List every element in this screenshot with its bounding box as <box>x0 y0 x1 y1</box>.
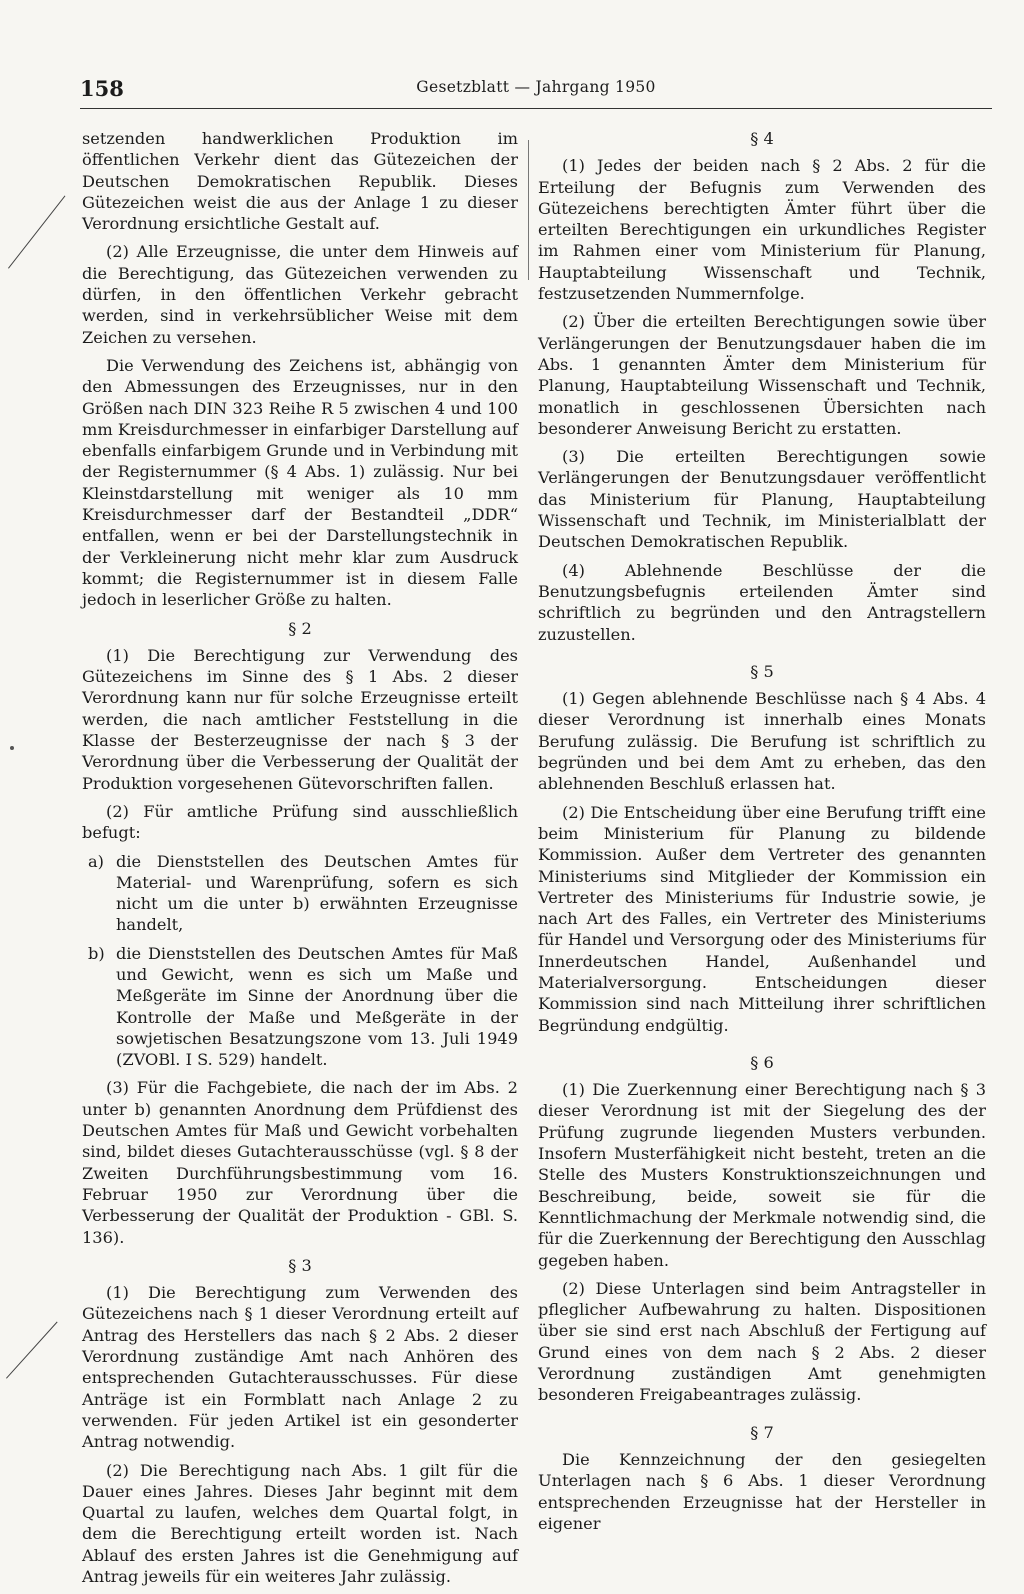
paragraph: (1) Gegen ablehnende Beschlüsse nach § 4 Abs. 4 dieser Verordnung ist innerhalb eines Monats Berufung zulässig. Die Berufung ist schriftlich zu begründen und bei dem Amt zu erheben, das den ablehnenden Beschluß erlassen hat. <box>538 689 986 794</box>
paragraph: (4) Ablehnende Beschlüsse der die Benutzungsbefugnis erteilenden Ämter sind schriftlich zu begründen und den Antragstellern zuzustellen. <box>538 560 986 644</box>
paragraph: Die Kennzeichnung der den gesiegelten Unterlagen nach § 6 Abs. 1 dieser Verordnung entsprechenden Erzeugnisse hat der Hersteller in eigener <box>538 1449 986 1533</box>
paragraph: setzenden handwerklichen Produktion im öffentlichen Verkehr dient das Gütezeichen der Deutschen Demokratischen Republik. Dieses Gütezeichen weist die aus der Anlage 1 zu dieser Verordnung ersichtliche Gestalt auf. <box>82 129 518 234</box>
paragraph: (2) Die Entscheidung über eine Berufung trifft eine beim Ministerium für Planung zu bildende Kommission. Außer dem Vertreter des genannten Ministeriums sind Mitglieder der Kommission ein Vertreter des Ministeriums für Industrie sowie, je nach Art des Falles, ein Vertreter des Ministeriums für Handel und Versorgung oder des Ministeriums für Innerdeutschen Handel, Außenhandel und Materialversorgung. Entscheidungen dieser Kommission sind nach Mitteilung ihrer schriftlichen Begründung endgültig. <box>538 802 986 1035</box>
section-heading-4: § 4 <box>750 129 774 148</box>
margin-dot <box>10 746 14 750</box>
running-title: Gesetzblatt — Jahrgang 1950 <box>416 78 656 96</box>
section-heading-7: § 7 <box>750 1422 774 1442</box>
page-number: 158 <box>80 76 124 101</box>
list-item <box>82 851 518 936</box>
left-column <box>82 128 518 1594</box>
paragraph: (2) Für amtliche Prüfung sind ausschließlich befugt: <box>82 801 518 843</box>
list-marker: b) <box>88 943 105 963</box>
section-heading-3: § 3 <box>288 1255 312 1275</box>
list-item <box>82 943 518 1071</box>
paragraph: (2) Über die erteilten Berechtigungen sowie über Verlängerungen der Benutzungsdauer haben die im Abs. 1 genannten Ämter dem Ministerium für Planung, Hauptabteilung Wissenschaft und Technik, monatlich in geschlossenen Übersichten nach besonderer Anweisung Bericht zu erstatten. <box>538 312 986 438</box>
list-text: die Dienststellen des Deutschen Amtes für Maß und Gewicht, wenn es sich um Maße und Meßgeräte im Sinne der Anordnung über die Kontrolle der Maße und Meßgeräte in der sowjetischen Besatzungszone vom 13. Juli 1949 (ZVOBl. I S. 529) handelt. <box>116 943 518 1070</box>
column-rule <box>528 140 529 280</box>
page-header <box>80 74 992 109</box>
paragraph: (2) Diese Unterlagen sind beim Antragsteller in pfleglicher Aufbewahrung zu halten. Dispositionen über sie sind erst nach Abschluß der Fertigung auf Grund eines von dem nach § 2 Abs. 2 dieser Verordnung zuständigen Amt genehmigten besonderen Freigabeantrages zulässig. <box>538 1278 986 1405</box>
section-heading-2: § 2 <box>288 618 312 638</box>
paragraph: Die Verwendung des Zeichens ist, abhängig von den Abmessungen des Erzeugnisses, nur in den Größen nach DIN 323 Reihe R 5 zwischen 4 und 100 mm Kreisdurchmesser in einfarbiger Darstellung auf ebenfalls einfarbigem Grunde und in Verbindung mit der Registernummer (§ 4 Abs. 1) zulässig. Nur bei Kleinstdarstellung mit weniger als 10 mm Kreisdurchmesser darf der Bestandteil „DDR“ entfallen, wenn er bei der Darstellungstechnik in der Verkleinerung nicht mehr klar zum Ausdruck kommt; die Registernummer ist in diesem Falle jedoch in leserlicher Größe zu halten. <box>82 355 518 610</box>
section-heading-6: § 6 <box>750 1052 774 1072</box>
paragraph: (1) Die Berechtigung zum Verwenden des Gütezeichens nach § 1 dieser Verordnung erteilt auf Antrag des Herstellers das nach § 2 Abs. 2 dieser Verordnung zuständige Amt nach Anhören des entsprechenden Gutachterausschusses. Für diese Anträge ist ein Formblatt nach Anlage 2 zu verwenden. Für jeden Artikel ist ein gesonderter Antrag notwendig. <box>82 1283 518 1452</box>
paragraph: (2) Die Berechtigung nach Abs. 1 gilt für die Dauer eines Jahres. Dieses Jahr beginnt mit dem Quartal zu laufen, welches dem Quartal folgt, in dem die Berechtigung erteilt worden ist. Nach Ablauf des ersten Jahres ist die Genehmigung auf Antrag jeweils für ein weiteres Jahr zulässig. <box>82 1460 518 1586</box>
section-heading-5: § 5 <box>750 661 774 681</box>
paragraph: (2) Alle Erzeugnisse, die unter dem Hinweis auf die Berechtigung, das Gütezeichen verwenden zu dürfen, in den öffentlichen Verkehr gebracht werden, sind in verkehrsüblicher Weise mit dem Zeichen zu versehen. <box>82 242 518 347</box>
margin-pencil-mark <box>6 1322 58 1379</box>
right-column <box>538 128 986 1541</box>
paragraph: (3) Die erteilten Berechtigungen sowie Verlängerungen der Benutzungsdauer veröffentlicht das Ministerium für Planung, Hauptabteilung Wissenschaft und Technik, im Ministerialblatt der Deutschen Demokratischen Republik. <box>538 447 986 552</box>
list-marker: a) <box>88 851 104 871</box>
margin-pencil-mark <box>8 196 65 269</box>
paragraph: (3) Für die Fachgebiete, die nach der im Abs. 2 unter b) genannten Anordnung dem Prüfdienst des Deutschen Amtes für Maß und Gewicht vorbehalten sind, bildet dieses Gutachterausschüsse (vgl. § 8 der Zweiten Durchführungsbestimmung vom 16. Februar 1950 zur Verordnung über die Verbesserung der Qualität der Produktion - GBl. S. 136). <box>82 1078 518 1247</box>
list-text: die Dienststellen des Deutschen Amtes für Material- und Warenprüfung, sofern es sich nicht um die unter b) erwähnten Erzeugnisse handelt, <box>116 851 518 935</box>
paragraph: (1) Die Zuerkennung einer Berechtigung nach § 3 dieser Verordnung ist mit der Siegelung des der Prüfung zugrunde liegenden Musters verbunden. Insofern Musterfähigkeit nicht besteht, treten an die Stelle des Musters Konstruktionszeichnungen und Beschreibung, beide, soweit sie für die Kenntlichmachung der Merkmale notwendig sind, die für die Zuerkennung der Berechtigung den Ausschlag gegeben haben. <box>538 1080 986 1270</box>
paragraph: (1) Die Berechtigung zur Verwendung des Gütezeichens im Sinne des § 1 Abs. 2 dieser Verordnung kann nur für solche Erzeugnisse erteilt werden, die nach amtlicher Feststellung in die Klasse der Besterzeugnisse der nach § 3 der Verordnung über die Verbesserung der Qualität der Produktion vorgesehenen Gütevorschriften fallen. <box>82 645 518 793</box>
paragraph: (1) Jedes der beiden nach § 2 Abs. 2 für die Erteilung der Befugnis zum Verwenden des Gütezeichens berechtigten Ämter führt über die erteilten Berechtigungen ein urkundliches Register im Rahmen einer vom Ministerium für Planung, Hauptabteilung Wissenschaft und Technik, festzusetzenden Nummernfolge. <box>538 156 986 304</box>
